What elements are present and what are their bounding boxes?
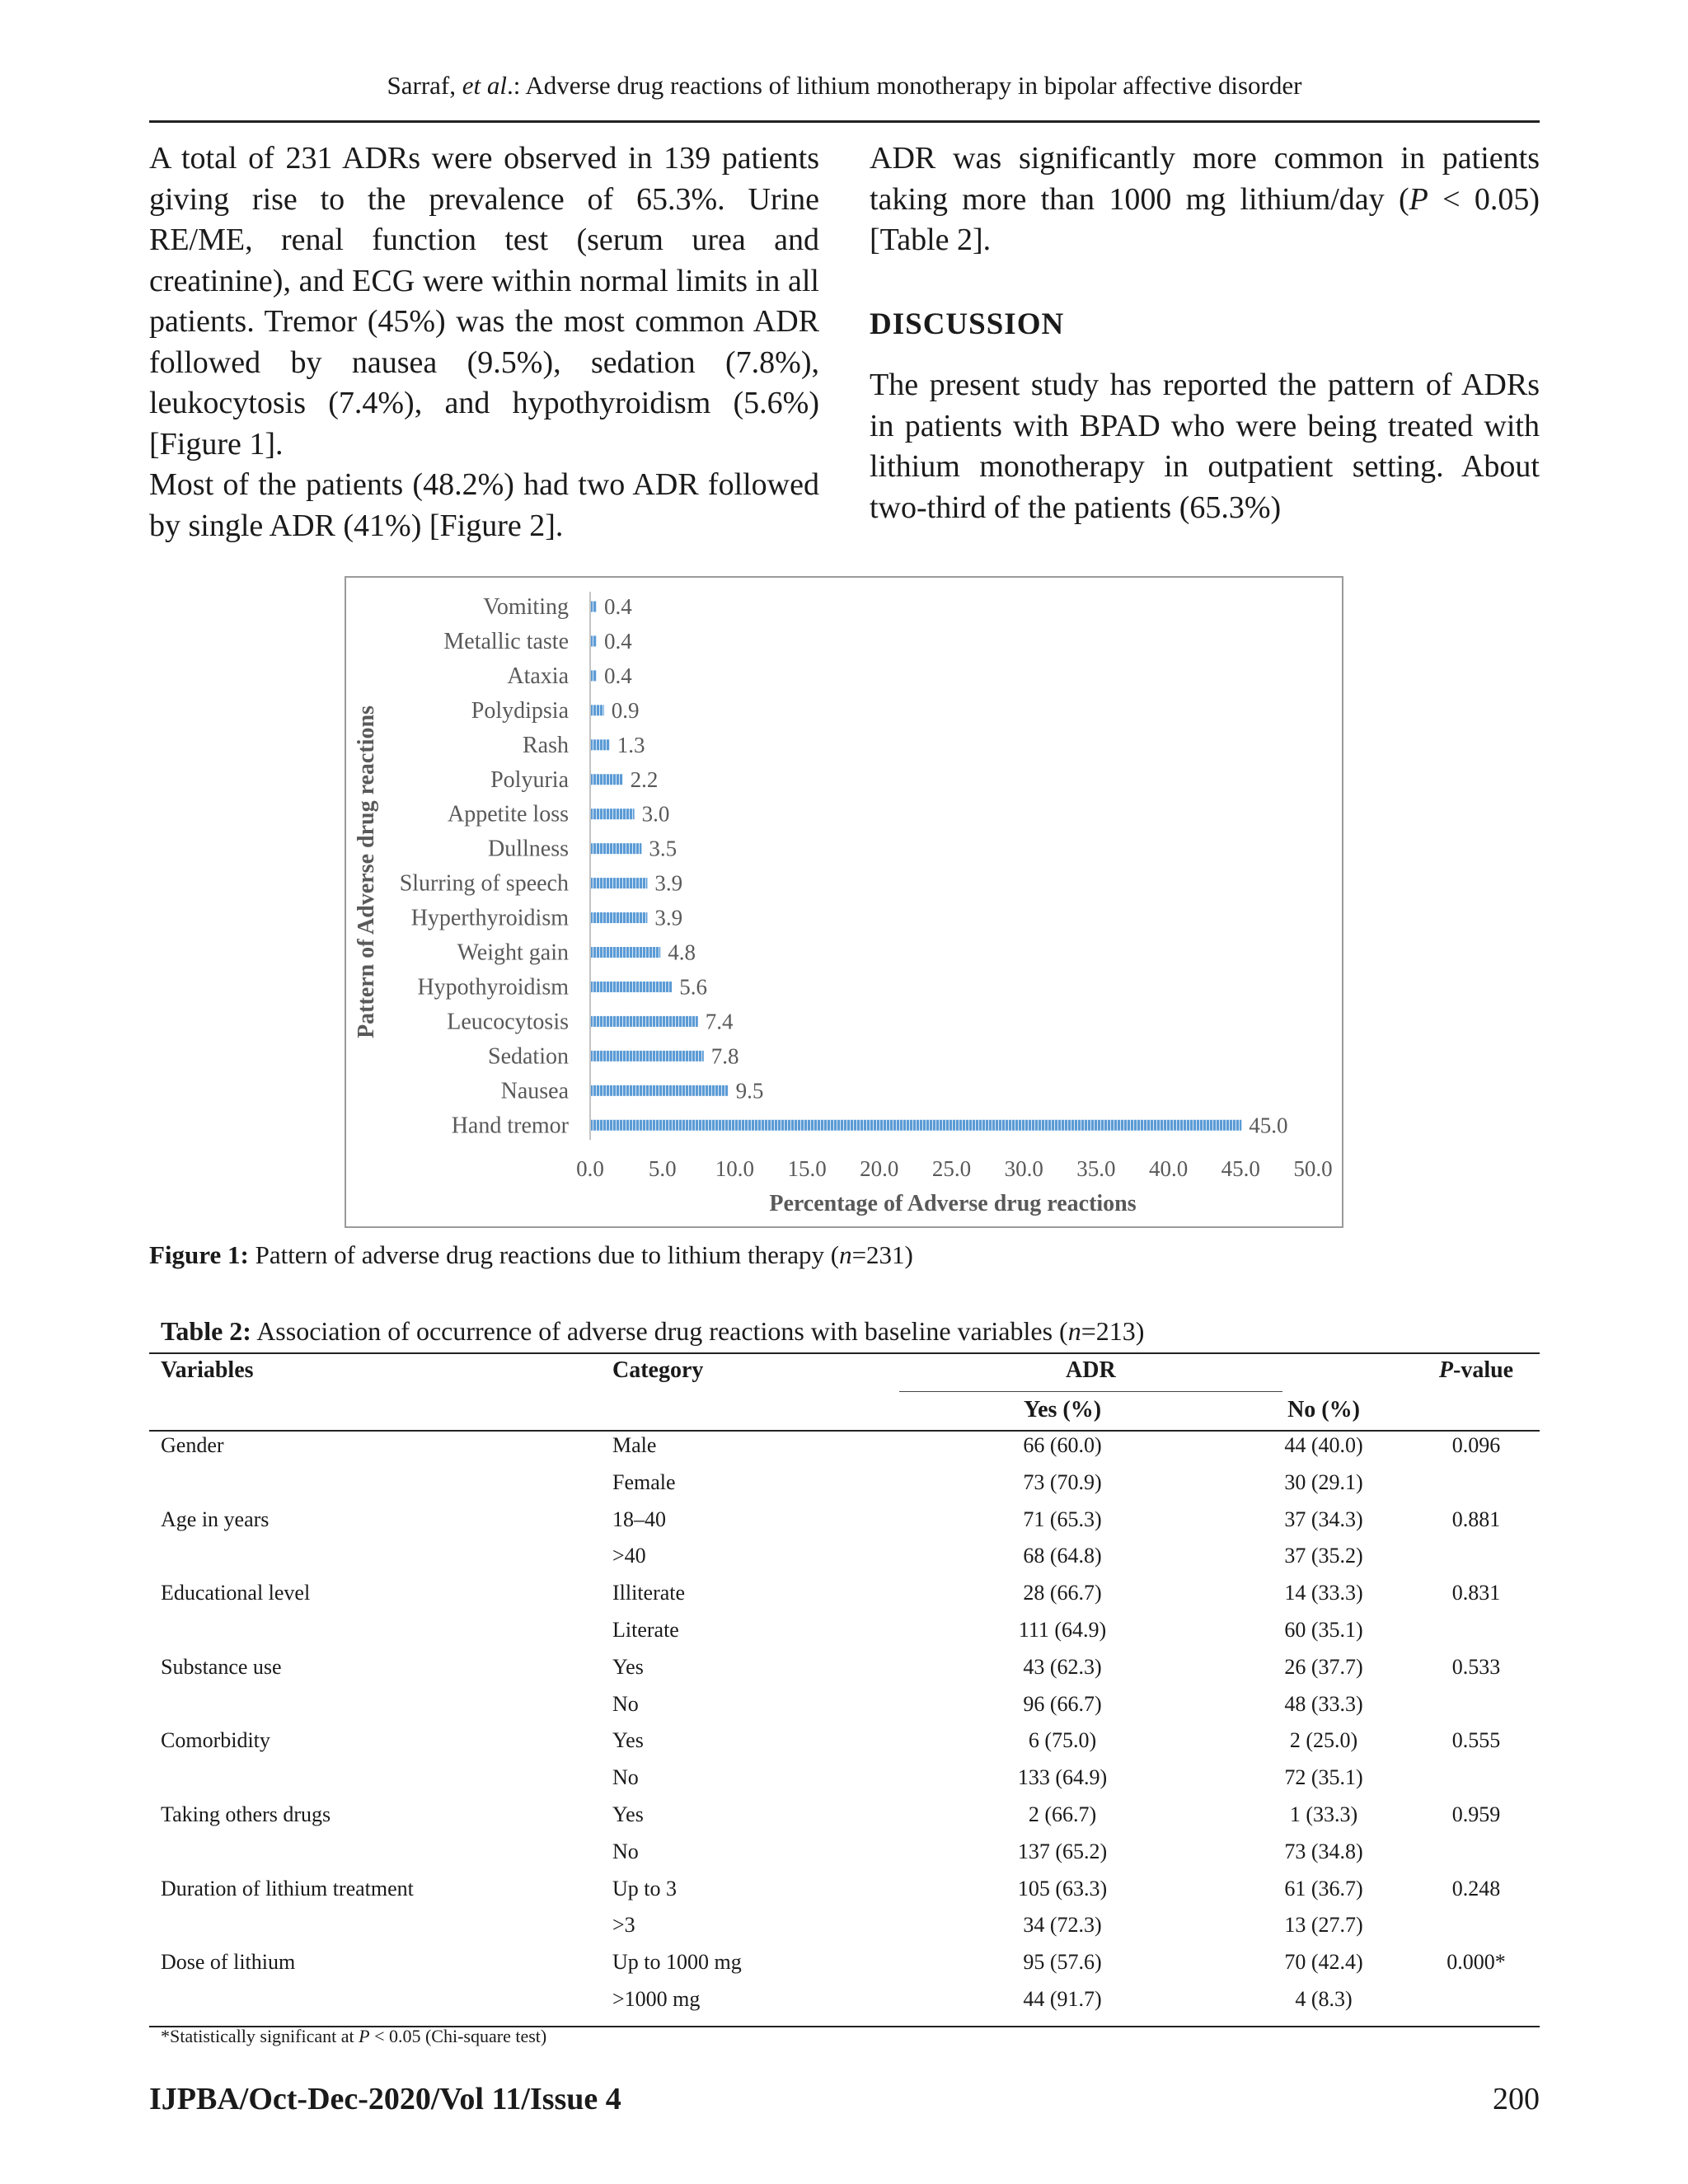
cell-variable: Substance use [161, 1654, 282, 1679]
header-variables: Variables [161, 1357, 254, 1383]
cell-no: 1 (33.3) [1289, 1802, 1358, 1826]
bar [591, 635, 597, 646]
cell-category: 18–40 [612, 1507, 666, 1531]
cell-p-value: 0.000* [1447, 1950, 1506, 1975]
page-number: 200 [1493, 2082, 1540, 2116]
results-text-b: < 0.05) [Table 2]. [870, 181, 1540, 257]
table-caption-n: n [1067, 1316, 1081, 1346]
cell-no: 37 (34.3) [1284, 1507, 1363, 1531]
header-yes: Yes (%) [1023, 1397, 1102, 1422]
cell-category: Illiterate [612, 1581, 686, 1605]
cell-no: 37 (35.2) [1284, 1544, 1363, 1568]
cell-no: 73 (34.8) [1284, 1839, 1363, 1863]
cell-yes: 137 (65.2) [1017, 1839, 1108, 1863]
cell-no: 72 (35.1) [1284, 1765, 1363, 1790]
data-label: 0.4 [604, 594, 632, 619]
bar [591, 843, 641, 854]
cell-no: 14 (33.3) [1284, 1581, 1363, 1605]
cell-yes: 96 (66.7) [1023, 1691, 1102, 1716]
footnote-text: *Statistically significant at [161, 2026, 359, 2046]
results-text-p: P [1409, 181, 1428, 217]
cell-no: 70 (42.4) [1284, 1950, 1363, 1975]
x-tick-label: 45.0 [1221, 1156, 1260, 1181]
cell-yes: 28 (66.7) [1023, 1581, 1102, 1605]
bar [591, 1016, 698, 1027]
category-label: Hyperthyroidism [410, 905, 569, 931]
x-tick-label: 25.0 [931, 1156, 972, 1181]
cell-category: No [612, 1765, 639, 1790]
results-paragraph-3 [870, 138, 1540, 261]
cell-yes: 6 (75.0) [1028, 1728, 1097, 1753]
category-label: Appetite loss [448, 801, 569, 827]
x-tick-label: 15.0 [787, 1156, 827, 1181]
x-tick-label: 20.0 [860, 1156, 899, 1181]
data-label: 9.5 [735, 1078, 764, 1104]
cell-variable: Gender [161, 1433, 224, 1457]
bar [591, 774, 623, 785]
cell-variable: Taking others drugs [161, 1802, 331, 1826]
results-paragraph: A total of 231 ADRs were observed in 139 patients giving rise to the prevalence of 65.3%. Urine RE/ME, renal function test (serum urea and creatinine), and ECG were within normal limits in all patients. Tremor (45%) was the most common ADR followed by nausea (9.5%), sedation (7.8%), leukocytosis (7.4%), and hypothyroidism (5.6%) [Figure 1]. [149, 141, 819, 462]
data-label: 3.0 [641, 801, 670, 827]
running-head-title: .: Adverse drug reactions of lithium monotherapy in bipolar affective disorder [507, 71, 1302, 100]
cell-category: Literate [612, 1618, 679, 1642]
y-axis-title: Pattern of Adverse drug reactions [354, 705, 379, 1038]
bar-chart-svg [346, 578, 1345, 1230]
data-label: 3.9 [654, 870, 683, 896]
figure-1-chart [345, 576, 1343, 1228]
bar [591, 602, 597, 612]
data-label: 0.9 [611, 697, 640, 723]
cell-category: >3 [612, 1913, 635, 1938]
cell-p-value: 0.555 [1451, 1728, 1501, 1753]
results-paragraph-2: Most of the patients (48.2%) had two ADR followed by single ADR (41%) [Figure 2]. [149, 467, 819, 543]
category-label: Hand tremor [451, 1113, 569, 1139]
cell-variable: Age in years [161, 1507, 270, 1531]
bar [591, 1051, 704, 1062]
category-label: Weight gain [457, 940, 569, 966]
bar [591, 912, 647, 923]
category-label: Slurring of speech [399, 870, 569, 897]
cell-category: >1000 mg [612, 1987, 701, 2011]
bar [591, 1120, 1241, 1131]
cell-yes: 2 (66.7) [1028, 1802, 1097, 1826]
x-tick-label: 5.0 [648, 1156, 677, 1181]
table-caption-text: Association of occurrence of adverse drug reactions with baseline variables ( [251, 1316, 1068, 1346]
category-label: Dullness [488, 836, 569, 862]
cell-no: 13 (27.7) [1284, 1913, 1363, 1938]
cell-category: Yes [612, 1654, 644, 1679]
data-label: 0.4 [604, 663, 632, 688]
right-column [870, 138, 1540, 528]
data-label: 3.5 [649, 836, 678, 861]
footnote-p: P [359, 2026, 370, 2046]
cell-yes: 133 (64.9) [1017, 1765, 1108, 1790]
data-label: 2.2 [630, 766, 659, 792]
x-tick-label: 30.0 [1004, 1156, 1043, 1181]
running-head-etal: et al [462, 71, 507, 100]
data-label: 1.3 [617, 732, 645, 757]
cell-variable: Comorbidity [161, 1728, 270, 1753]
cell-yes: 71 (65.3) [1023, 1507, 1102, 1531]
cell-yes: 66 (60.0) [1023, 1433, 1102, 1457]
header-p-italic: P [1438, 1357, 1453, 1383]
running-head-authors: Sarraf, [387, 71, 462, 100]
category-label: Vomiting [483, 594, 569, 620]
cell-variable: Duration of lithium treatment [161, 1876, 414, 1900]
bar [591, 808, 635, 819]
figure-caption [149, 1240, 913, 1270]
x-tick-label: 50.0 [1293, 1156, 1333, 1181]
cell-category: Female [612, 1469, 676, 1494]
cell-yes: 68 (64.8) [1023, 1544, 1102, 1568]
bar [591, 1085, 729, 1096]
discussion-paragraph: The present study has reported the pattern of ADRs in patients with BPAD who were being treated with lithium monotherapy in outpatient setting. About two-third of the patients (65.3%) [870, 368, 1540, 525]
journal-footer: IJPBA/Oct-Dec-2020/Vol 11/Issue 4 [149, 2082, 621, 2116]
x-tick-label: 10.0 [715, 1156, 755, 1181]
data-label: 4.8 [668, 940, 696, 965]
data-label: 0.4 [604, 628, 632, 654]
figure-caption-text: Pattern of adverse drug reactions due to lithium therapy ( [248, 1240, 840, 1269]
data-label: 5.6 [679, 974, 707, 1000]
cell-p-value: 0.096 [1451, 1433, 1501, 1457]
cell-category: Yes [612, 1728, 644, 1753]
cell-no: 4 (8.3) [1295, 1987, 1353, 2011]
cell-yes: 111 (64.9) [1018, 1618, 1107, 1642]
adr-header-rule [899, 1391, 1282, 1392]
table-label: Table 2: [161, 1316, 251, 1346]
cell-no: 44 (40.0) [1284, 1433, 1363, 1457]
cell-yes: 34 (72.3) [1023, 1913, 1102, 1938]
x-tick-label: 35.0 [1076, 1156, 1116, 1181]
table-top-rule [149, 1352, 1540, 1354]
category-label: Metallic taste [443, 628, 569, 654]
section-heading-discussion: DISCUSSION [870, 307, 1065, 341]
header-category: Category [612, 1357, 704, 1383]
left-column [149, 138, 819, 546]
cell-no: 48 (33.3) [1284, 1691, 1363, 1716]
cell-p-value: 0.881 [1451, 1507, 1501, 1531]
cell-no: 2 (25.0) [1289, 1728, 1358, 1753]
bar [591, 982, 672, 992]
data-label: 3.9 [654, 905, 683, 930]
cell-no: 60 (35.1) [1284, 1618, 1363, 1642]
bar [591, 878, 647, 888]
cell-yes: 43 (62.3) [1023, 1654, 1102, 1679]
cell-category: No [612, 1691, 639, 1716]
header-rule [149, 120, 1540, 123]
cell-category: Yes [612, 1802, 644, 1826]
cell-no: 30 (29.1) [1284, 1469, 1363, 1494]
bar [591, 947, 660, 958]
cell-yes: 44 (91.7) [1023, 1987, 1102, 2011]
cell-no: 26 (37.7) [1284, 1654, 1363, 1679]
cell-p-value: 0.959 [1451, 1802, 1501, 1826]
cell-p-value: 0.248 [1451, 1876, 1501, 1900]
footnote-tail: < 0.05 (Chi-square test) [369, 2026, 547, 2046]
running-head [149, 71, 1540, 101]
category-label: Rash [523, 732, 569, 758]
figure-caption-n: n [839, 1240, 852, 1269]
cell-category: Up to 1000 mg [612, 1950, 742, 1975]
cell-p-value: 0.533 [1451, 1654, 1501, 1679]
x-tick-label: 0.0 [576, 1156, 604, 1181]
cell-variable: Educational level [161, 1581, 311, 1605]
header-p-value [1414, 1357, 1538, 1384]
cell-p-value: 0.831 [1451, 1581, 1501, 1605]
cell-category: >40 [612, 1544, 646, 1568]
category-label: Sedation [488, 1043, 569, 1070]
figure-caption-tail: =231) [851, 1240, 913, 1269]
bar [591, 670, 597, 681]
cell-category: Male [612, 1433, 657, 1457]
results-text-a: ADR was significantly more common in patients taking more than 1000 mg lithium/day ( [870, 141, 1540, 217]
x-axis-title: Percentage of Adverse drug reactions [769, 1191, 1137, 1216]
bar [591, 739, 610, 750]
cell-category: Up to 3 [612, 1876, 677, 1900]
header-adr: ADR [1066, 1357, 1116, 1383]
category-label: Leucocytosis [447, 1009, 569, 1035]
data-label: 7.8 [710, 1043, 739, 1069]
data-label: 7.4 [705, 1009, 734, 1034]
data-label: 45.0 [1249, 1113, 1288, 1138]
x-tick-label: 40.0 [1148, 1156, 1189, 1181]
header-p-rest: -value [1453, 1357, 1514, 1383]
cell-no: 61 (36.7) [1284, 1876, 1363, 1900]
cell-variable: Dose of lithium [161, 1950, 296, 1975]
category-label: Nausea [500, 1078, 569, 1104]
header-no: No (%) [1287, 1397, 1360, 1422]
category-label: Hypothyroidism [417, 974, 569, 1001]
cell-yes: 73 (70.9) [1023, 1469, 1102, 1494]
table-caption-tail: =213) [1081, 1316, 1145, 1346]
cell-yes: 105 (63.3) [1017, 1876, 1108, 1900]
cell-yes: 95 (57.6) [1023, 1950, 1102, 1975]
table-footnote [161, 2026, 546, 2047]
category-label: Polydipsia [471, 697, 569, 724]
figure-label: Figure 1: [149, 1240, 249, 1269]
category-label: Ataxia [507, 663, 569, 689]
cell-category: No [612, 1839, 639, 1863]
category-label: Polyuria [490, 766, 569, 793]
table-caption [161, 1316, 1144, 1347]
table-header-rule [149, 1430, 1540, 1432]
bar [591, 705, 604, 715]
